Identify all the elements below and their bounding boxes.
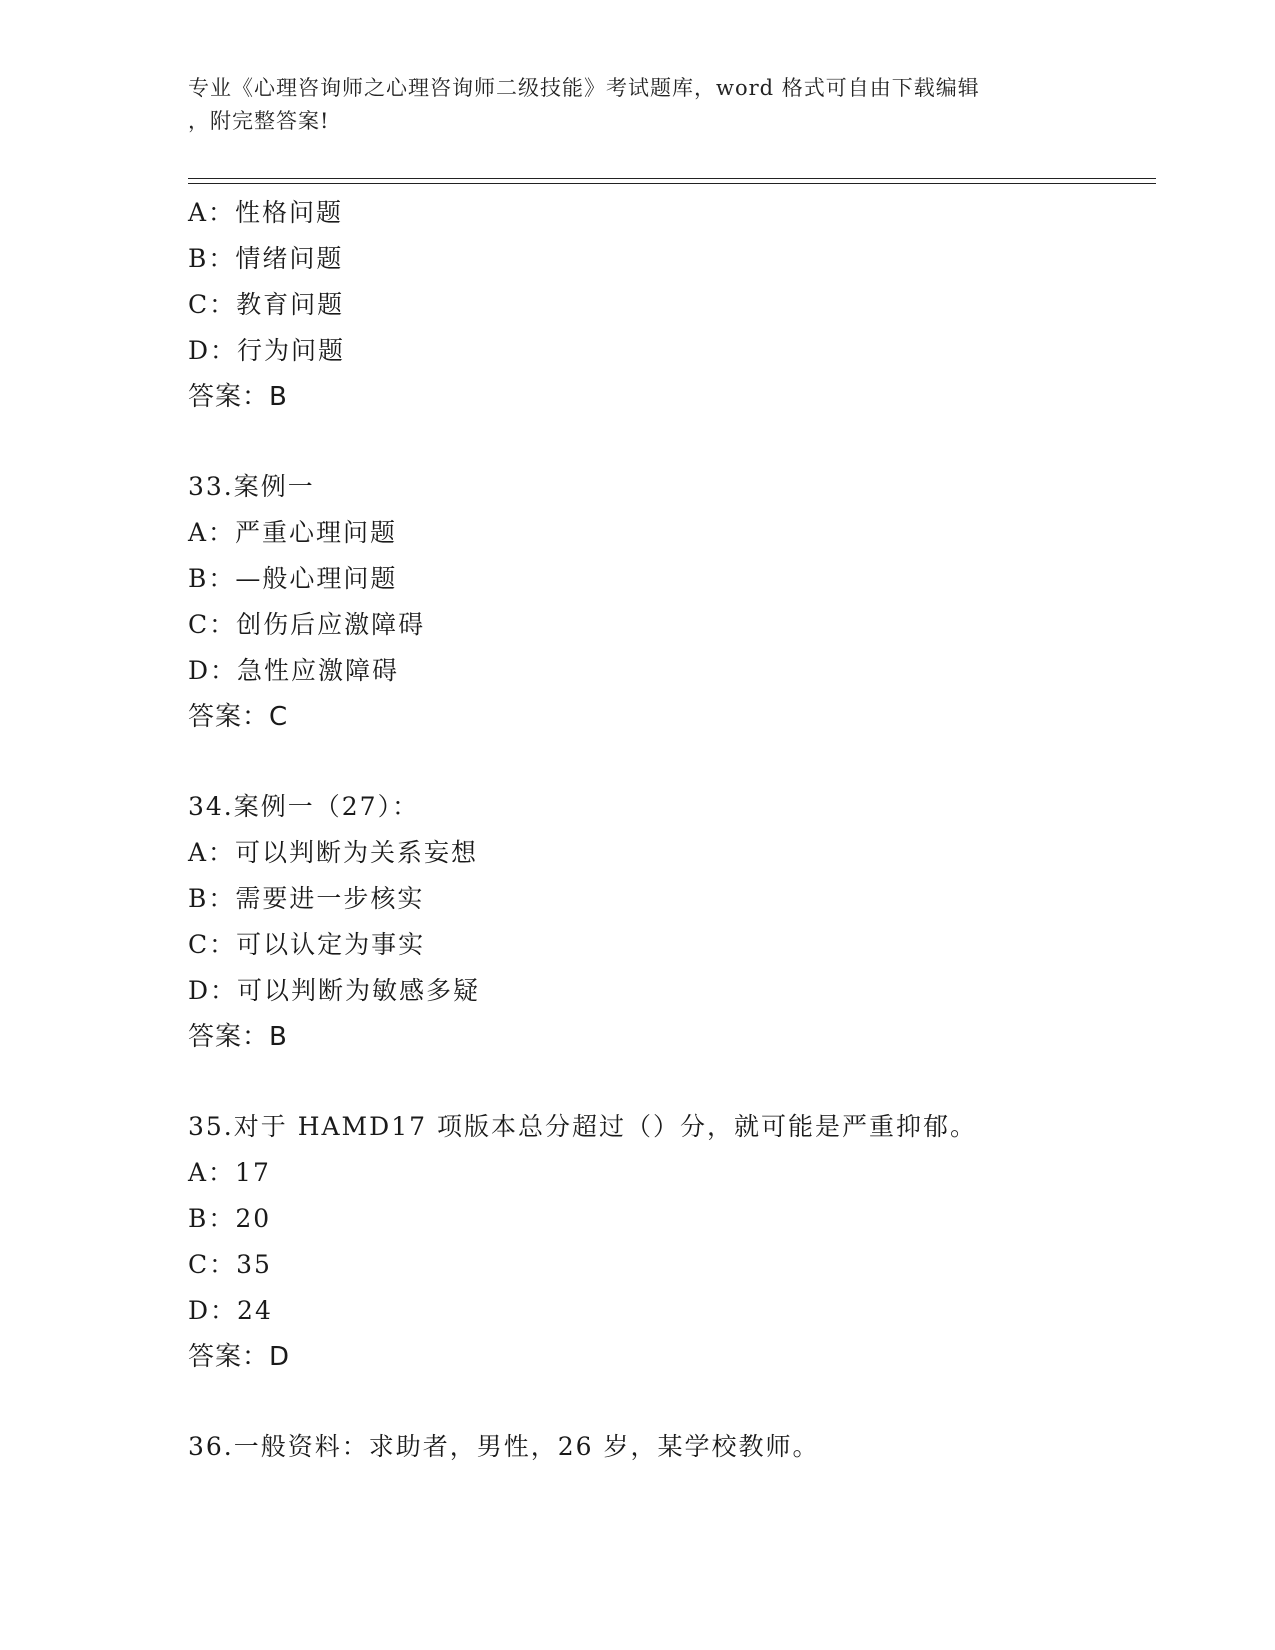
- option-a: A：严重心理问题: [188, 518, 398, 547]
- option-a: A：17: [188, 1158, 271, 1187]
- question-block-35: [188, 1104, 1156, 1380]
- spacer: [188, 1380, 1156, 1424]
- option-a: A：可以判断为关系妄想: [188, 838, 479, 867]
- option-b: B：20: [188, 1204, 272, 1233]
- option-d: D：24: [188, 1296, 273, 1325]
- option-b: B：需要进一步核实: [188, 884, 425, 913]
- answer-line: 答案：C: [188, 702, 289, 732]
- header-divider-top: [188, 178, 1156, 179]
- question-list: [188, 190, 1156, 1470]
- spacer: [188, 420, 1156, 464]
- option-d: D：行为问题: [188, 336, 346, 365]
- answer-line: 答案：B: [188, 1022, 288, 1052]
- option-c: C：可以认定为事实: [188, 930, 426, 959]
- question-block-continued: [188, 190, 1156, 420]
- option-c: C：教育问题: [188, 290, 345, 319]
- option-c: C：创伤后应激障碍: [188, 610, 426, 639]
- header-divider-bottom: [188, 183, 1156, 184]
- answer-line: 答案：B: [188, 382, 288, 412]
- question-text: 35.对于 HAMD17 项版本总分超过（）分，就可能是严重抑郁。: [188, 1112, 977, 1141]
- document-header: [188, 72, 1088, 138]
- option-c: C：35: [188, 1250, 272, 1279]
- option-b: B：—般心理问题: [188, 564, 398, 593]
- option-b: B：情绪问题: [188, 244, 344, 273]
- question-block-36: [188, 1424, 1156, 1470]
- question-block-34: [188, 784, 1156, 1060]
- option-a: A：性格问题: [188, 198, 344, 227]
- question-block-33: [188, 464, 1156, 740]
- option-d: D：急性应激障碍: [188, 656, 400, 685]
- question-text: 33.案例一: [188, 472, 315, 501]
- header-line-2: ，附完整答案!: [188, 109, 330, 133]
- option-d: D：可以判断为敏感多疑: [188, 976, 481, 1005]
- question-text: 34.案例一（27）：: [188, 792, 420, 821]
- question-text: 36.一般资料：求助者，男性，26 岁，某学校教师。: [188, 1432, 820, 1461]
- spacer: [188, 1060, 1156, 1104]
- header-line-1: 专业《心理咨询师之心理咨询师二级技能》考试题库，word 格式可自由下载编辑: [188, 76, 980, 100]
- answer-line: 答案：D: [188, 1342, 291, 1372]
- spacer: [188, 740, 1156, 784]
